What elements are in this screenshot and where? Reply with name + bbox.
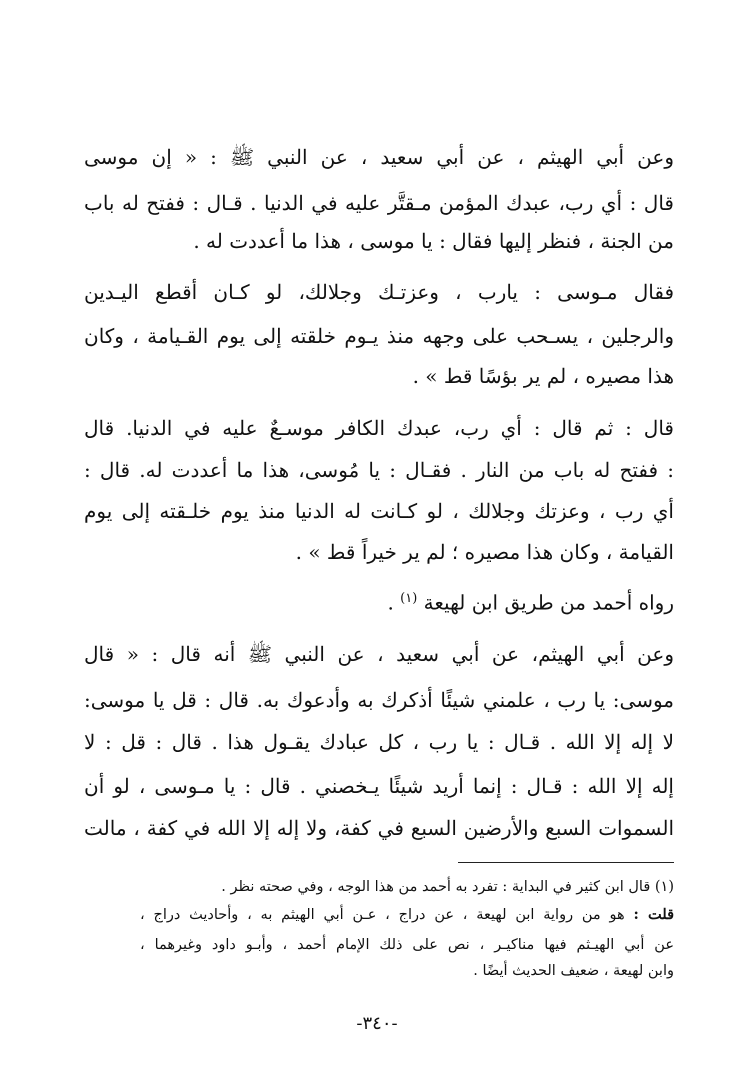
paragraph-4-line-2: موسى: يا رب ، علمني شيئًا أذكرك به وأدعوك به. قال : قل يا موسى: (84, 688, 674, 712)
footnote-2-line-2: عن أبي الهيـثم فيها مناكيـر ، نص على ذلك الإمام أحمد ، وأبـو داود وغيرهما ، (140, 937, 674, 953)
paragraph-3-line-4: القيامة ، وكان هذا مصيره ؛ لم ير خيراً قط » . (295, 540, 674, 564)
paragraph-4-line-1: وعن أبي الهيثم، عن أبي سعيد ، عن النبي ﷺ أنه قال : « قال (84, 642, 674, 666)
paragraph-2-line-1: فقال مـوسى : يارب ، وعزتـك وجلالك، لو كـان أقطع اليـدين (84, 280, 674, 304)
paragraph-4-line-4: إله إلا الله : قـال : إنما أريد شيئًا يـخصني . قال : يا مـوسى ، لو أن (84, 774, 674, 798)
footnote-1: (١) قال ابن كثير في البداية : تفرد به أحمد من هذا الوجه ، وفي صحته نظر . (221, 879, 674, 895)
paragraph-2-line-2: والرجلين ، يسـحب على وجهه منذ يـوم خلقته إلى يوم القـيامة ، وكان (84, 324, 674, 348)
page-number: -٣٤٠- (356, 1013, 398, 1034)
narration-line (84, 585, 674, 617)
paragraph-3-line-1: قال : ثم قال : أي رب، عبدك الكافر موسـعٌ عليه في الدنيا. قال (84, 416, 674, 440)
paragraph-2-line-3: هذا مصيره ، لم ير بؤسًا قط » . (412, 364, 674, 388)
footnote-separator (458, 862, 674, 863)
narration-end: . (387, 590, 394, 615)
paragraph-1-line-1: وعن أبي الهيثم ، عن أبي سعيد ، عن النبي ﷺ : « إن موسى (84, 145, 674, 169)
paragraph-3-line-3: أي رب ، وعزتك وجلالك ، لو كـانت له الدنيا منذ يوم خلـقته إلى يوم (84, 499, 674, 523)
paragraph-4-line-5: السموات السبع والأرضين السبع في كفة، ولا إله إلا الله في كفة ، مالت (84, 816, 674, 840)
footnote-2-line-1 (140, 904, 674, 926)
footnote-2-text: هو من رواية ابن لهيعة ، عن دراج ، عـن أبي الهيثم به ، وأحاديث دراج ، (140, 907, 625, 923)
narration-text: رواه أحمد من طريق ابن لهيعة (423, 590, 674, 615)
paragraph-3-line-2: : ففتح له باب من النار . فقـال : يا مُوسى، هذا ما أعددت له. قال : (84, 458, 674, 482)
paragraph-1-line-2: قال : أي رب، عبدك المؤمن مـقتَّر عليه في الدنيا . قـال : ففتح له باب (84, 191, 674, 215)
footnote-2-line-3: وابن لهيعة ، ضعيف الحديث أيضًا . (473, 963, 674, 979)
footnote-marker-1: (١) (400, 591, 418, 606)
footnote-2-label: قلت : (633, 906, 674, 923)
paragraph-4-line-3: لا إله إلا الله . قـال : يا رب ، كل عبادك يقـول هذا . قال : قل : لا (84, 730, 674, 754)
paragraph-1-line-3: من الجنة ، فنظر إليها فقال : يا موسى ، هذا ما أعددت له . (193, 229, 674, 253)
